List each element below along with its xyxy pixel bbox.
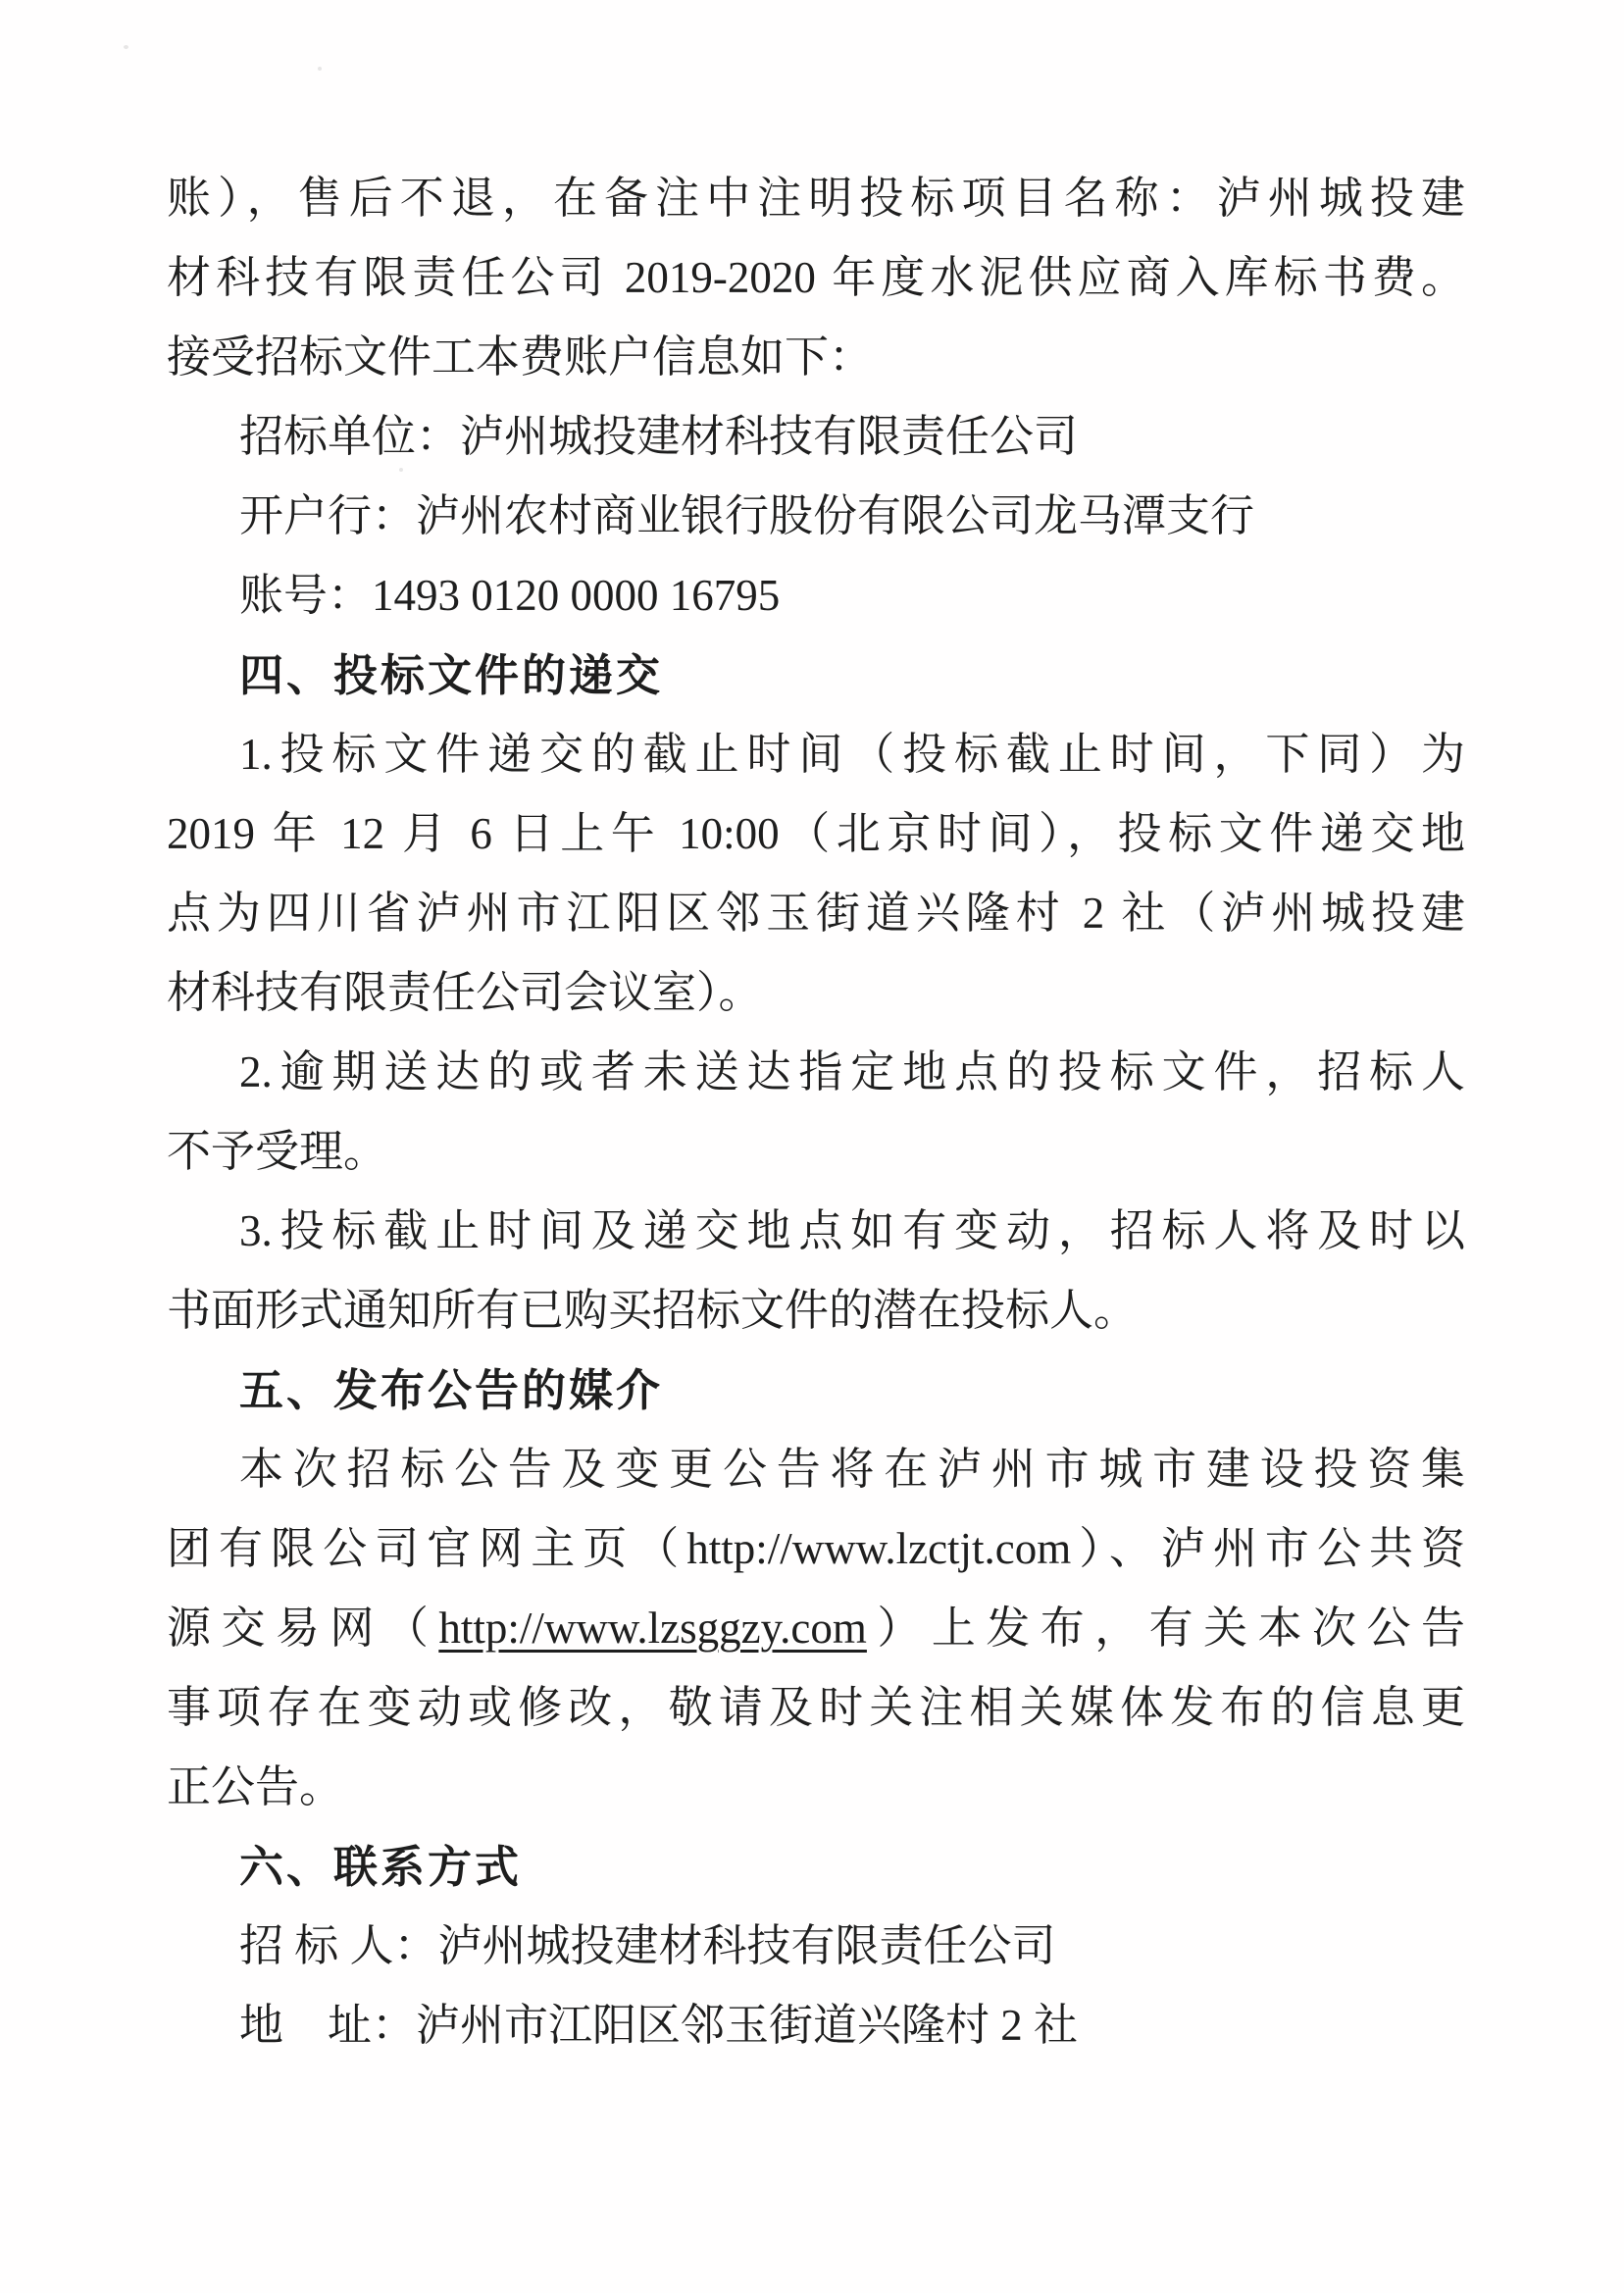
text-line: 接受招标文件工本费账户信息如下： [167,332,874,382]
text-line [167,1589,1465,1668]
text-line: 材科技有限责任公司会议室）。 [167,968,763,1017]
text-line: 地 址：泸州市江阳区邻玉街道兴隆村 2 社 [239,2001,1079,2050]
text-line: 2.逾期送达的或者未送达指定地点的投标文件，招标人 [239,1047,1465,1096]
text-line: 1.投标文件递交的截止时间（投标截止时间，下同）为 [239,730,1465,779]
section-heading: 五、发布公告的媒介 [239,1365,664,1415]
text-line: 点为四川省泸州市江阳区邻玉街道兴隆村 2 社（泸州城投建 [167,889,1465,938]
section-heading: 六、联系方式 [239,1842,523,1892]
text-segment: 源交易网（ [167,1604,439,1653]
text-line: 正公告。 [167,1762,344,1811]
underlined-url: http://www.lzsggzy.com [438,1604,867,1653]
text-line: 开户行：泸州农村商业银行股份有限公司龙马潭支行 [239,491,1255,540]
text-line: 本次招标公告及变更公告将在泸州市城市建设投资集 [239,1445,1465,1494]
text-line: 招标单位：泸州城投建材科技有限责任公司 [239,412,1079,461]
text-segment: ）上发布，有关本次公告 [866,1604,1465,1653]
text-line: 账），售后不退，在备注中注明投标项目名称：泸州城投建 [167,174,1465,223]
document-body [167,159,1465,2065]
section-heading: 四、投标文件的递交 [239,650,664,700]
text-line: 书面形式通知所有已购买招标文件的潜在投标人。 [167,1286,1139,1335]
text-line: 不予受理。 [167,1127,388,1176]
text-line: 招 标 人：泸州城投建材科技有限责任公司 [239,1921,1056,1970]
text-line: 材科技有限责任公司 2019-2020 年度水泥供应商入库标书费。 [167,253,1465,302]
text-line: 2019 年 12 月 6 日上午 10:00（北京时间），投标文件递交地 [167,809,1465,858]
text-line: 3.投标截止时间及递交地点如有变动，招标人将及时以 [239,1206,1465,1255]
scan-speck [318,67,322,71]
text-line: 事项存在变动或修改，敬请及时关注相关媒体发布的信息更 [167,1683,1465,1732]
scan-speck [124,45,128,49]
text-line: 账号：1493 0120 0000 16795 [239,571,781,620]
text-line: 团有限公司官网主页（http://www.lzctjt.com）、泸州市公共资 [167,1524,1465,1573]
